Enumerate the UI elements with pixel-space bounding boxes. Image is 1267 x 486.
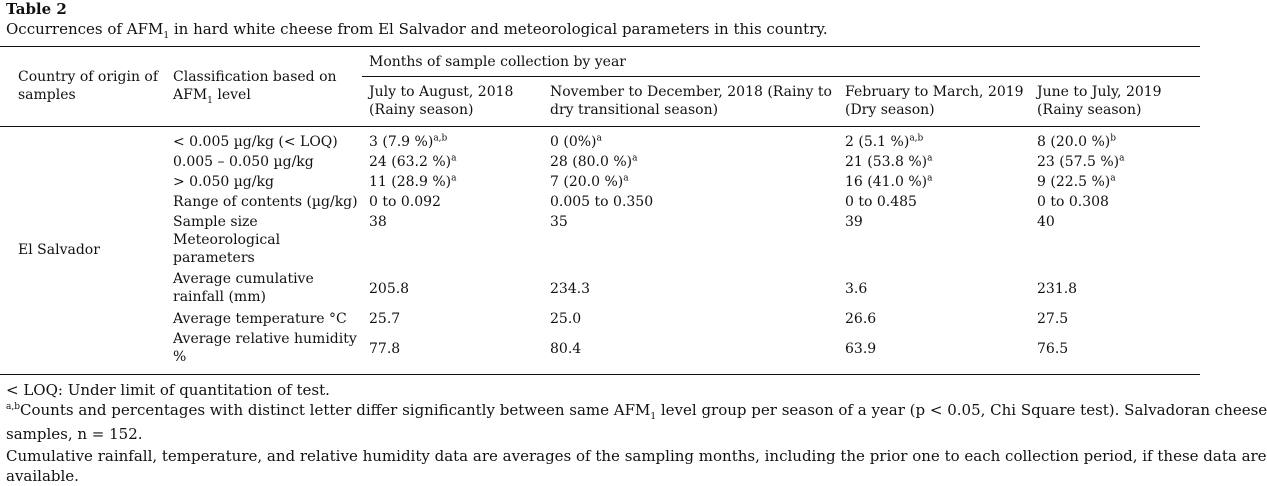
top-rule <box>0 46 1200 47</box>
meteo-cell: 63.9 <box>845 341 877 357</box>
footnote-significance: $^{a,b}$Counts and percentages with distinct letter differ significantly between same $AFM_1$ level group per season of a year (p < 0.05, Chi Square test). Salvadoran cheese <box>6 401 1267 422</box>
meteo-row-label: Average cumulative rainfall (mm) <box>173 271 314 305</box>
table-cell: 0 $(0\%)^a$ <box>550 133 602 150</box>
footnote-meteo-cont: available. <box>6 467 79 485</box>
group-rule <box>362 76 1200 77</box>
table-cell: 40 <box>1037 214 1055 230</box>
table-cell: 28 (80.0 %)$^a$ <box>550 153 638 170</box>
table-cell: 39 <box>845 214 863 230</box>
table-cell: 7 (20.0 %)$^a$ <box>550 173 629 190</box>
meteo-cell: 231.8 <box>1037 281 1078 297</box>
header-rule <box>0 126 1200 127</box>
row-label: > 0.050 µg/kg <box>173 174 274 190</box>
country-cell: El Salvador <box>18 242 100 258</box>
header-period-4: June to July, 2019 (Rainy season) <box>1037 84 1162 118</box>
bottom-rule <box>0 374 1200 375</box>
meteo-row-label: Average temperature °C <box>173 311 347 327</box>
meteo-cell: 234.3 <box>550 281 591 297</box>
header-period-1: July to August, 2018 (Rainy season) <box>369 84 514 118</box>
table-cell: 16 (41.0 %)$^a$ <box>845 173 933 190</box>
meteo-cell: 27.5 <box>1037 311 1069 327</box>
row-label: 0.005 – 0.050 µg/kg <box>173 154 314 170</box>
table-label: Table 2 <box>6 0 67 18</box>
footnote-loq: < LOQ: Under limit of quantitation of test. <box>6 381 330 399</box>
meteo-cell: 25.7 <box>369 311 401 327</box>
table-cell: 23 (57.5 %)$^a$ <box>1037 153 1125 170</box>
table-cell: 38 <box>369 214 387 230</box>
meteo-section-label: Meteorological parameters <box>173 232 281 266</box>
row-label: Sample size <box>173 214 258 230</box>
meteo-cell: 77.8 <box>369 341 401 357</box>
meteo-cell: 76.5 <box>1037 341 1069 357</box>
header-months-group: Months of sample collection by year <box>369 54 627 70</box>
table-cell: 0 to 0.485 <box>845 194 917 210</box>
table-cell: 0.005 to 0.350 <box>550 194 654 210</box>
meteo-row-label: Average relative humidity % <box>173 331 357 365</box>
table-cell: 9 (22.5 %)$^a$ <box>1037 173 1116 190</box>
meteo-cell: 80.4 <box>550 341 582 357</box>
table-cell: 3 (7.9 %)$^{a,b}$ <box>369 133 448 150</box>
row-label: < 0.005 µg/kg (< LOQ) <box>173 134 338 150</box>
header-period-2: November to December, 2018 (Rainy to dry transitional season) <box>550 84 832 118</box>
meteo-cell: 205.8 <box>369 281 410 297</box>
meteo-cell: 26.6 <box>845 311 877 327</box>
table-cell: 0 to 0.092 <box>369 194 441 210</box>
table-cell: 24 (63.2 %)$^a$ <box>369 153 457 170</box>
table-cell: 2 (5.1 %)$^{a,b}$ <box>845 133 924 150</box>
header-classification: Classification based on $AFM_1$ level <box>173 69 337 106</box>
table-cell: 11 (28.9 %)$^a$ <box>369 173 457 190</box>
meteo-cell: 25.0 <box>550 311 582 327</box>
table-cell: 8 (20.0 %)$^b$ <box>1037 133 1116 150</box>
meteo-cell: 3.6 <box>845 281 868 297</box>
row-label: Range of contents (µg/kg) <box>173 194 358 210</box>
header-period-3: February to March, 2019 (Dry season) <box>845 84 1024 118</box>
footnote-meteo: Cumulative rainfall, temperature, and relative humidity data are averages of the sampling months, including the prior one to each collection period, if these data are <box>6 447 1267 465</box>
header-country: Country of origin of samples <box>18 69 159 103</box>
table-cell: 21 (53.8 %)$^a$ <box>845 153 933 170</box>
table-cell: 0 to 0.308 <box>1037 194 1109 210</box>
table-cell: 35 <box>550 214 568 230</box>
footnote-significance-cont: samples, n = 152. <box>6 425 143 443</box>
table-caption: Occurrences of $AFM_1$ in hard white cheese from El Salvador and meteorological parameters in this country. <box>6 20 828 41</box>
